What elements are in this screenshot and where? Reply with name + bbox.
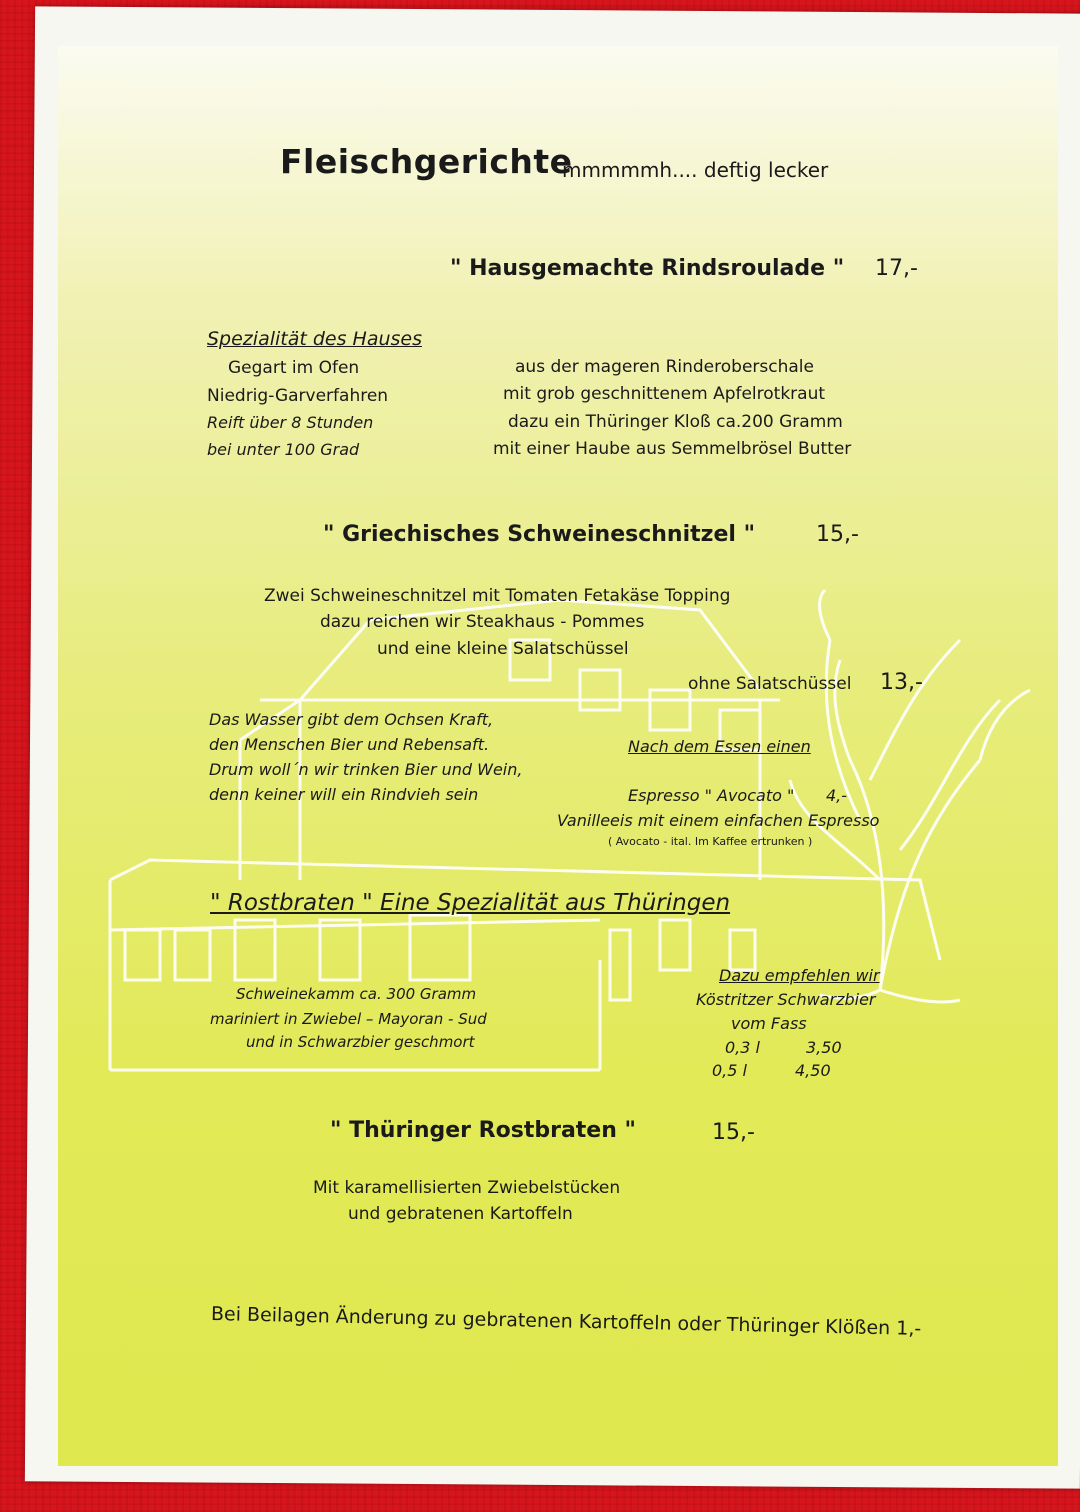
dish-name-thueringer-rostbraten: " Thüringer Rostbraten " [330,1118,637,1143]
dessert-price: 4,- [826,786,848,805]
dish-description-line: dazu ein Thüringer Kloß ca.200 Gramm [508,412,843,432]
footer-note: Bei Beilagen Änderung zu gebratenen Kartoffeln oder Thüringer Klößen 1,- [210,1303,922,1340]
alt-option-price: 13,- [880,670,923,695]
specialty-line: Reift über 8 Stunden [207,413,374,432]
dish-description-line: mariniert in Zwiebel – Mayoran - Sud [210,1010,487,1028]
dessert-heading: Nach dem Essen einen [628,737,811,756]
alt-option-label: ohne Salatschüssel [688,674,852,694]
dish-price-rindsroulade: 17,- [875,256,918,281]
specialty-line: Gegart im Ofen [228,358,360,378]
dish-price-thueringer-rostbraten: 15,- [712,1120,755,1145]
beer-heading: Dazu empfehlen wir [719,966,880,985]
dish-description-line: Mit karamellisierten Zwiebelstücken [313,1178,621,1198]
dish-name-rindsroulade: " Hausgemachte Rindsroulade " [450,256,845,281]
dish-price-schweineschnitzel: 15,- [816,522,859,547]
beer-price: 4,50 [795,1061,831,1080]
dish-description-line: dazu reichen wir Steakhaus - Pommes [320,612,645,632]
specialty-line: bei unter 100 Grad [207,440,360,459]
poem-line: Das Wasser gibt dem Ochsen Kraft, [209,710,494,729]
dish-description-line: Schweinekamm ca. 300 Gramm [236,985,477,1003]
beer-size: 0,3 l [725,1038,760,1057]
dessert-note: ( Avocato - ital. Im Kaffee ertrunken ) [608,835,813,848]
dish-description-line: Zwei Schweineschnitzel mit Tomaten Fetakäse Topping [264,586,731,606]
poem-line: den Menschen Bier und Rebensaft. [209,735,490,754]
poem-line: Drum woll´n wir trinken Bier und Wein, [209,760,523,779]
dish-description-line: und eine kleine Salatschüssel [377,639,629,659]
beer-size: 0,5 l [712,1061,747,1080]
dish-description-line: mit grob geschnittenem Apfelrotkraut [503,384,826,404]
dessert-description: Vanilleeis mit einem einfachen Espresso [557,811,880,830]
beer-price: 3,50 [806,1038,842,1057]
dish-description-line: und gebratenen Kartoffeln [348,1204,573,1224]
dish-description-line: und in Schwarzbier geschmort [246,1033,475,1051]
poem-line: denn keiner will ein Rindvieh sein [209,785,479,804]
rostbraten-heading: " Rostbraten " Eine Spezialität aus Thüringen [210,890,731,916]
beer-tap: vom Fass [731,1014,807,1033]
dish-description-line: aus der mageren Rinderoberschale [515,357,814,377]
dish-description-line: mit einer Haube aus Semmelbrösel Butter [493,439,852,459]
page-title: Fleischgerichte [280,142,573,181]
specialty-heading: Spezialität des Hauses [207,328,422,350]
dessert-item: Espresso " Avocato " [628,786,795,805]
page-subtitle: mmmmmh.... deftig lecker [562,158,829,182]
dish-name-schweineschnitzel: " Griechisches Schweineschnitzel " [323,522,756,547]
specialty-line: Niedrig-Garverfahren [207,386,389,406]
beer-name: Köstritzer Schwarzbier [696,990,876,1009]
